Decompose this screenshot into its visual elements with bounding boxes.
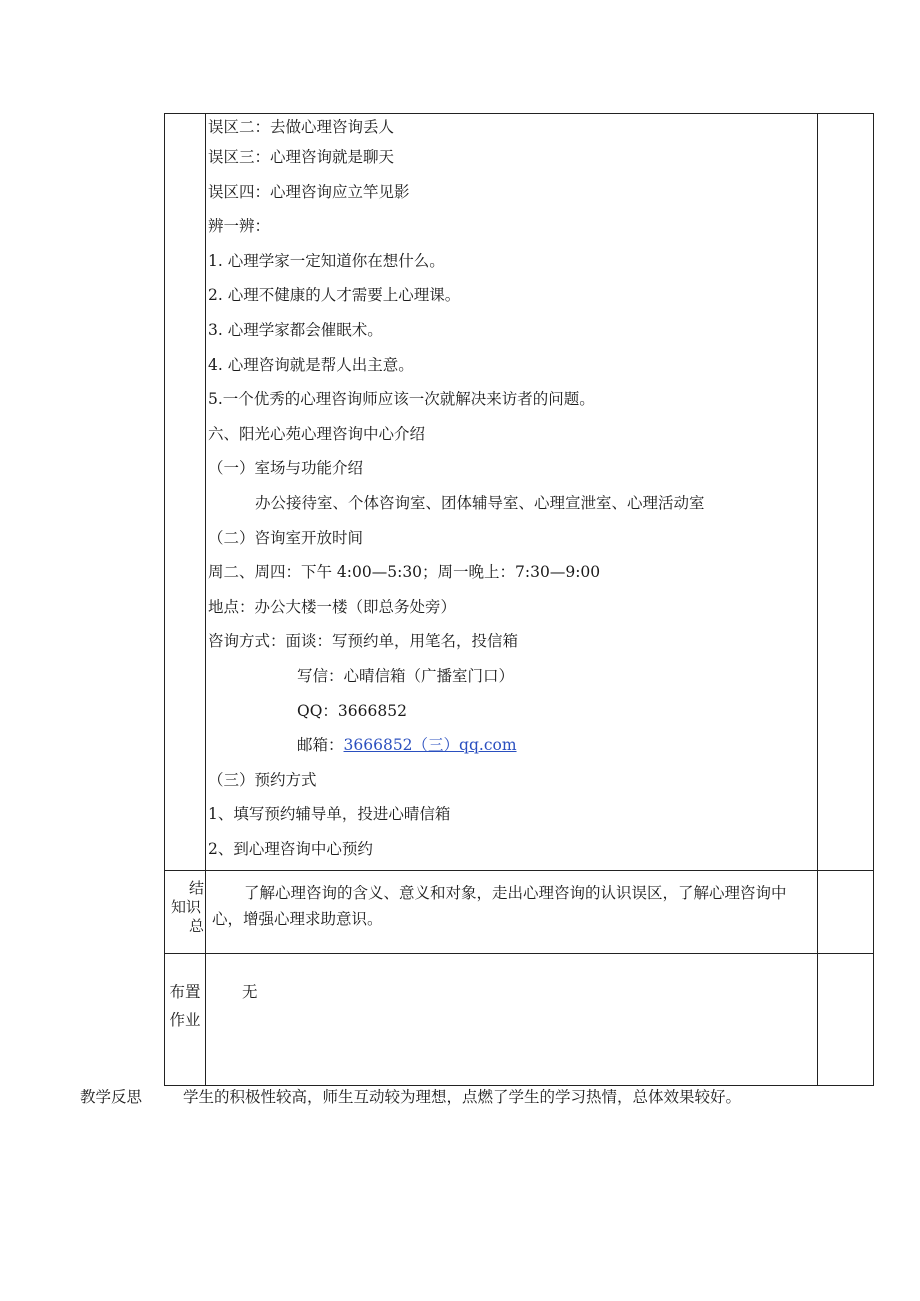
content-row (165, 114, 874, 871)
discuss-item-4: 4. 心理咨询就是帮人出主意。 (208, 355, 414, 374)
summary-text: 了解心理咨询的含义、意义和对象，走出心理咨询的认识误区，了解心理咨询中心，增强心理求助意识。 (206, 871, 818, 954)
discuss-item-3: 3. 心理学家都会催眠术。 (208, 320, 383, 339)
discuss-heading: 辨一辨： (208, 217, 271, 236)
discuss-item-5: 5.一个优秀的心理咨询师应该一次就解决来访者的问题。 (208, 390, 595, 409)
homework-text: 无 (206, 954, 818, 1086)
summary-row (165, 871, 874, 954)
subsection-booking: （三）预约方式 (208, 770, 317, 789)
misconception-3: 误区三：心理咨询就是聊天 (208, 148, 395, 166)
email-label: 邮箱： (297, 736, 344, 755)
summary-label-char-3: 总 (189, 917, 205, 936)
content-label-cell (165, 114, 206, 871)
section-six-heading: 六、阳光心苑心理咨询中心介绍 (208, 424, 426, 443)
booking-step-1: 1、填写预约辅导单，投进心晴信箱 (208, 805, 451, 824)
rooms-list: 办公接待室、个体咨询室、团体辅导室、心理宣泄室、心理活动室 (255, 493, 705, 512)
homework-row (165, 954, 874, 1086)
content-cell (206, 114, 818, 871)
content-right-cell (818, 114, 874, 871)
method-qq: QQ：3666852 (297, 701, 407, 720)
discuss-item-2: 2. 心理不健康的人才需要上心理课。 (208, 286, 461, 305)
homework-label-line-2: 作业 (169, 1011, 201, 1030)
booking-step-2: 2、到心理咨询中心预约 (208, 839, 373, 858)
subsection-rooms: （一）室场与功能介绍 (208, 459, 364, 478)
homework-label-line-1: 布置 (169, 983, 201, 1002)
summary-label-cell (165, 871, 206, 954)
subsection-hours: （二）咨询室开放时间 (208, 528, 364, 547)
homework-right-cell (818, 954, 874, 1086)
homework-label-cell (165, 954, 206, 1086)
method-email (206, 732, 817, 767)
summary-right-cell (818, 871, 874, 954)
method-letter: 写信：心晴信箱（广播室门口） (297, 666, 515, 685)
summary-label-char-1: 结 (189, 879, 205, 898)
discuss-item-1: 1. 心理学家一定知道你在想什么。 (208, 251, 445, 270)
misconception-4: 误区四：心理咨询应立竿见影 (208, 182, 410, 201)
reflection-text: 学生的积极性较高，师生互动较为理想，点燃了学生的学习热情，总体效果较好。 (183, 1088, 742, 1106)
email-link[interactable]: 3666852（三）qq.com (343, 736, 517, 755)
reflection-label: 教学反思 (80, 1088, 143, 1106)
lesson-plan-table (164, 113, 874, 1086)
summary-label-char-2: 知识 (171, 898, 202, 917)
location: 地点：办公大楼一楼（即总务处旁） (208, 597, 457, 616)
consult-methods: 咨询方式：面谈：写预约单，用笔名，投信箱 (208, 632, 519, 651)
misconception-2: 误区二：去做心理咨询丢人 (208, 118, 395, 136)
opening-hours: 周二、周四：下午 4:00—5:30；周一晚上：7:30—9:00 (208, 563, 601, 582)
